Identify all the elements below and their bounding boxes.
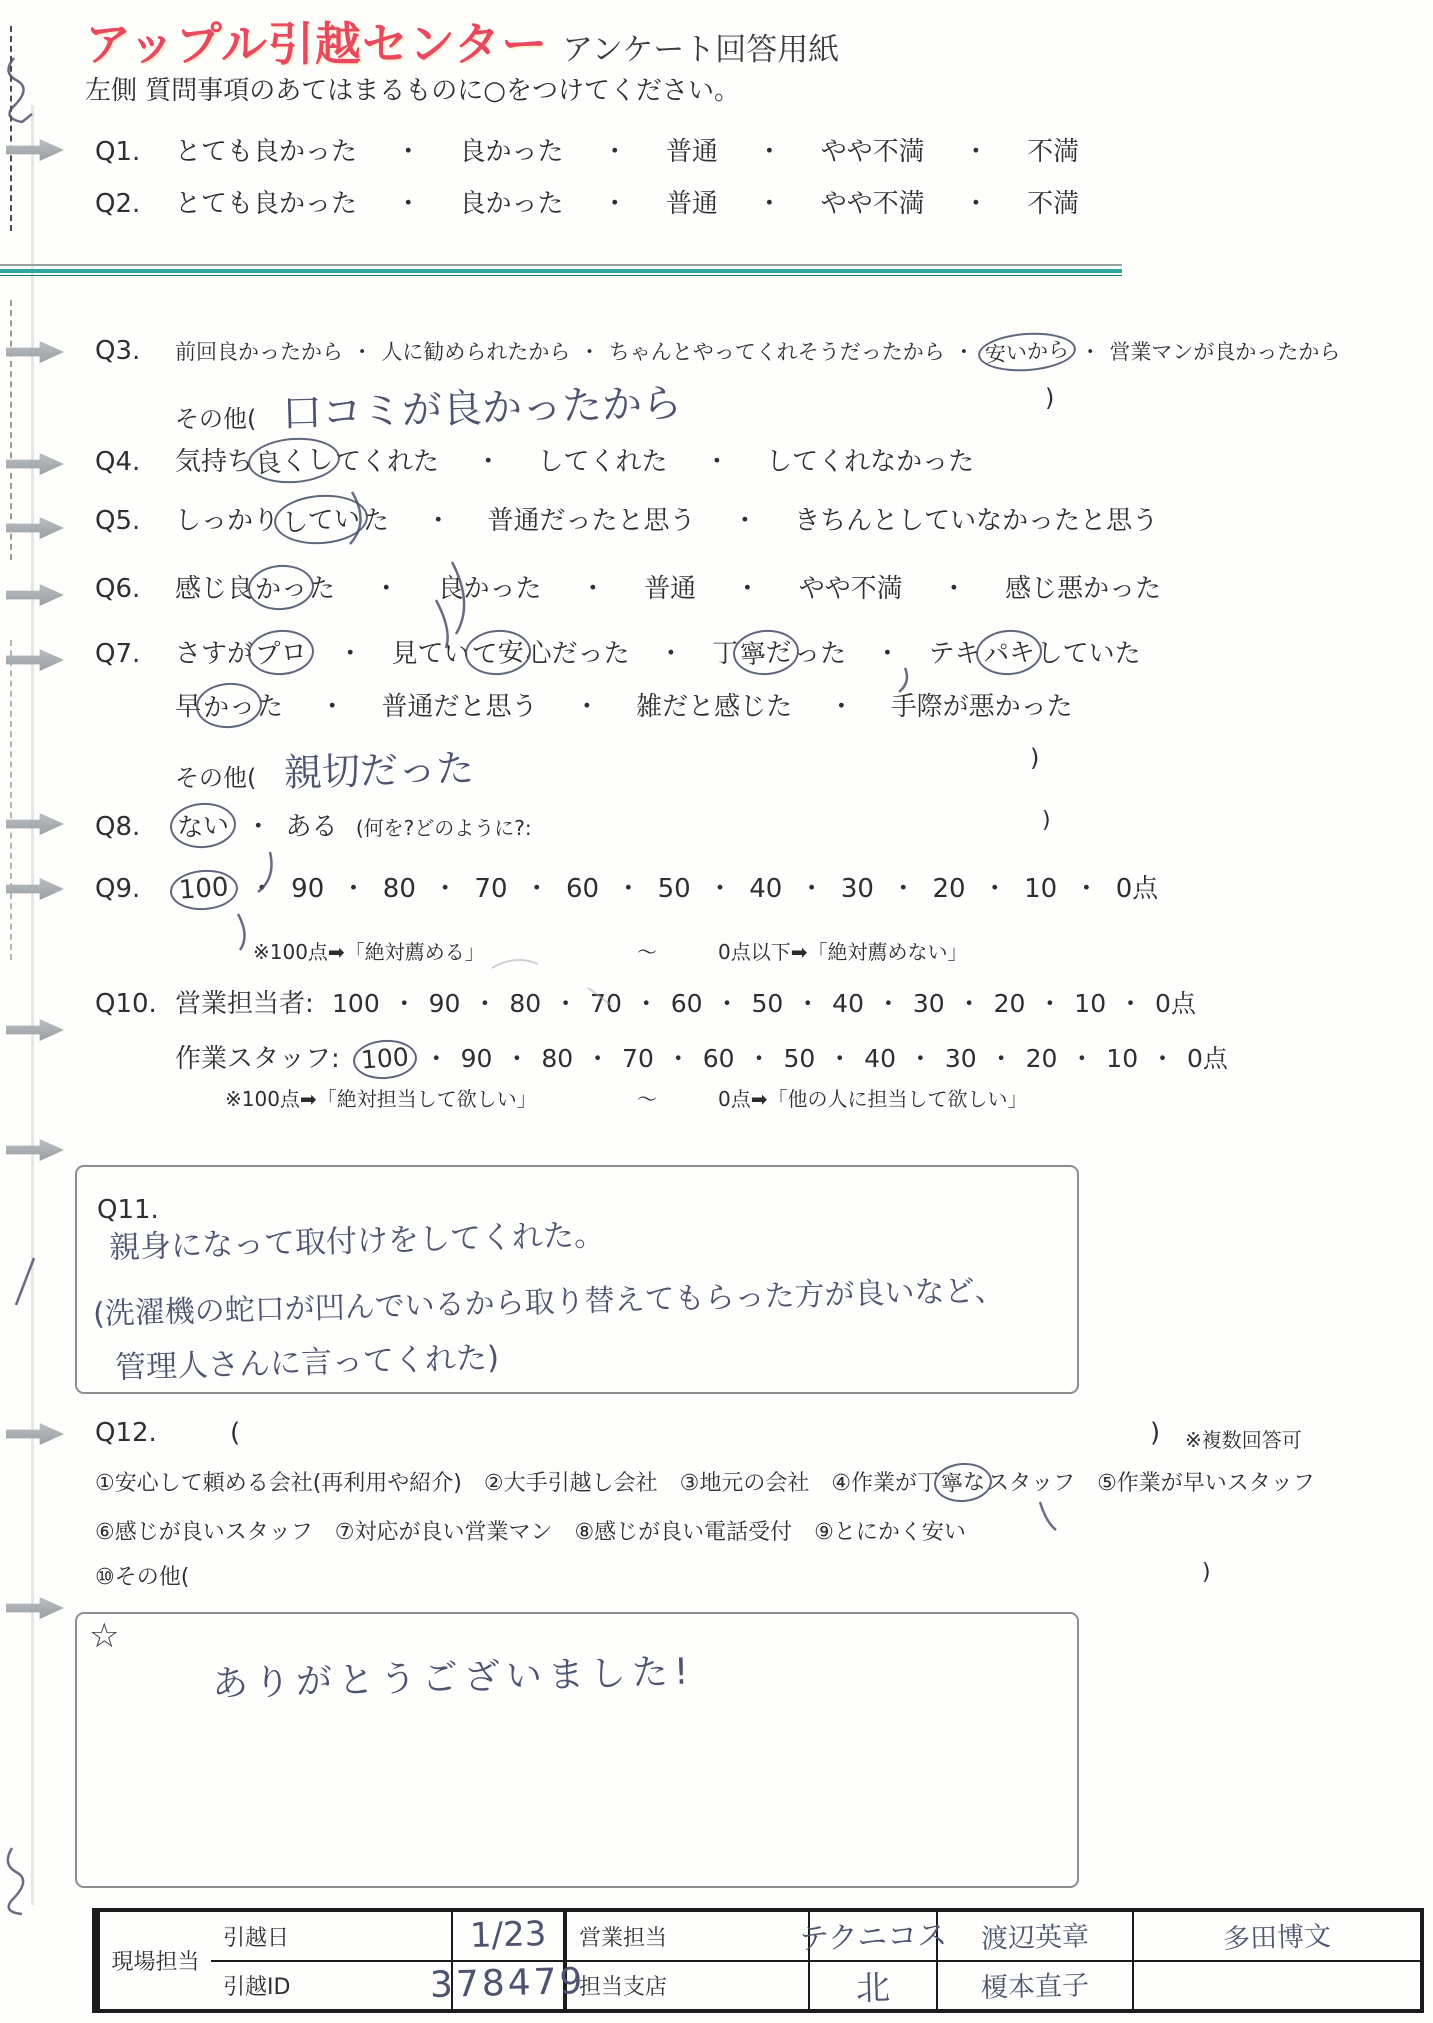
- q3-other-close: ): [1045, 384, 1055, 412]
- q3-handwritten-answer: 口コミが良かったから: [281, 380, 683, 437]
- q2-label: Q2.: [95, 189, 141, 219]
- q3-other-row: [175, 382, 682, 439]
- pencil-stray-mark-1: [492, 960, 538, 968]
- q7-circled-teinei: 寧だ: [732, 628, 801, 677]
- site-staff-2-cell: [1132, 1912, 1420, 1960]
- margin-arrow-icon: [6, 516, 64, 540]
- q7-other-open: その他(: [175, 764, 257, 792]
- branch-value-cell: [808, 1960, 936, 2009]
- sales-handwritten: テクニコス: [798, 1918, 948, 1957]
- question-q10-row2: [175, 1038, 1228, 1076]
- q7-circled-anshin: て安: [463, 628, 532, 677]
- question-q2: [95, 183, 1079, 220]
- q12-label: Q12.: [95, 1418, 157, 1448]
- q10-row2-scale: 100 ・ 90 ・ 80 ・ 70 ・ 60 ・ 50 ・ 40 ・ 30 ・ 20 ・ 10 ・ 0点: [358, 1044, 1228, 1073]
- q8-options: ない ・ ある: [175, 812, 338, 842]
- site-staff-1-handwritten: 渡辺英章: [980, 1920, 1090, 1955]
- scan-edge-line: [31, 105, 34, 1905]
- q9-note-left: ※100点➡「絶対薦める」: [253, 940, 485, 964]
- margin-dashed-line-top: [10, 26, 12, 231]
- q8-label: Q8.: [95, 812, 141, 842]
- margin-arrow-icon: [6, 1596, 64, 1620]
- q6-circled-answer: かっ: [247, 563, 316, 612]
- question-q3: [95, 336, 1340, 368]
- q12-options-line3: ⑩その他(: [95, 1565, 190, 1590]
- site-staff-label-cell: 現場担当: [96, 1912, 211, 2009]
- q7-circled-tekipaki: パキ: [974, 628, 1043, 677]
- q5-circled-answer: してい: [272, 492, 369, 547]
- margin-arrow-icon: [6, 1422, 64, 1446]
- site-staff-1-cell: [936, 1912, 1132, 1960]
- free-comment-handwritten: ありがとうございました!: [211, 1651, 695, 1705]
- question-q12: [95, 1418, 240, 1448]
- q1-label: Q1.: [95, 137, 141, 167]
- q7-other-row: [175, 742, 474, 797]
- divider-line-teal-dark: [0, 275, 1122, 276]
- question-q6: [95, 568, 1161, 607]
- move-id-handwritten: 378479: [429, 1960, 587, 2006]
- margin-dashed-line-mid: [10, 300, 12, 560]
- q11-comment-box: [75, 1165, 1079, 1394]
- q8-detail-prompt: (何を?どのように?:: [355, 816, 532, 840]
- q9-note-right: 0点以下➡「絶対薦めない」: [718, 940, 968, 964]
- q11-handwritten-line1: 親身になって取付けをしてくれた。: [108, 1217, 606, 1266]
- q10-label: Q10.: [95, 989, 157, 1019]
- q10-row1-label: 営業担当者:: [175, 989, 314, 1019]
- q7-other-close: ): [1030, 744, 1040, 772]
- branch-label-cell: 担当支店: [563, 1960, 808, 2009]
- margin-arrow-icon: [6, 452, 64, 476]
- question-q9: [95, 868, 1158, 907]
- margin-arrow-icon: [6, 1138, 64, 1162]
- sales-value-cell: [798, 1912, 948, 1960]
- margin-arrow-icon: [6, 583, 64, 607]
- q11-handwritten-line2: (洗濯機の蛇口が凹んでいるから取り替えてもらった方が良いなど、: [92, 1273, 1005, 1332]
- footer-info-table: [92, 1908, 1424, 2013]
- move-id-value-cell: [429, 1960, 587, 2009]
- q10-note-tilde: ～: [637, 1087, 657, 1111]
- instruction-text: 左側 質問事項のあてはまるものに○をつけてください。: [85, 76, 740, 106]
- divider-line-gray: [0, 264, 1122, 266]
- q12-options-line2: ⑥感じが良いスタッフ ⑦対応が良い営業マン ⑧感じが良い電話受付 ⑨とにかく安い: [95, 1520, 966, 1545]
- q3-other-open: その他(: [175, 405, 257, 433]
- margin-squiggle-bottom: [8, 1848, 23, 1914]
- margin-arrow-icon: [6, 340, 64, 364]
- move-id-label-cell: 引越ID: [211, 1960, 451, 2009]
- question-q7-line1: [95, 633, 1141, 672]
- margin-arrow-icon: [6, 138, 64, 162]
- sales-label-cell: 営業担当: [563, 1912, 808, 1960]
- q9-scale: 100 ・ 90 ・ 80 ・ 70 ・ 60 ・ 50 ・ 40 ・ 30 ・ 20 ・ 10 ・ 0点: [175, 874, 1158, 904]
- q3-label: Q3.: [95, 336, 141, 366]
- margin-arrow-icon: [6, 1018, 64, 1042]
- q7-circled-pro: プロ: [247, 628, 316, 677]
- move-date-value-cell: [451, 1912, 563, 1960]
- q8-circled-answer: ない: [169, 801, 238, 850]
- q3-options: 前回良かったから ・ 人に勧められたから ・ ちゃんとやってくれそうだったから ・ 安いから ・ 営業マンが良かったから: [175, 340, 1340, 364]
- site-staff-3-handwritten: 榎本直子: [980, 1970, 1090, 2004]
- q6-options: 感じ良かった ・ 良かった ・ 普通 ・ やや不満 ・ 感じ悪かった: [175, 574, 1161, 604]
- q12-circle-tail: [1040, 1502, 1056, 1530]
- branch-handwritten: 北: [855, 1968, 891, 2009]
- q8-close-paren: ): [1042, 808, 1051, 833]
- q11-handwritten-line3: 管理人さんに言ってくれた): [114, 1339, 500, 1386]
- free-comment-box: [75, 1612, 1079, 1888]
- margin-arrow-icon: [6, 648, 64, 672]
- q12-circled-answer: 寧な: [933, 1461, 994, 1504]
- q10-note-left: ※100点➡「絶対担当して欲しい」: [225, 1087, 537, 1111]
- q9-circled-score: 100: [169, 868, 239, 913]
- question-q1: [95, 131, 1079, 168]
- q10-row2-label: 作業スタッフ:: [175, 1044, 340, 1074]
- q10-row1-scale: 100 ・ 90 ・ 80 ・ 70 ・ 60 ・ 50 ・ 40 ・ 30 ・ 20 ・ 10 ・ 0点: [332, 989, 1196, 1018]
- q9-note-tilde: ～: [637, 940, 657, 964]
- question-q5: [95, 498, 1158, 541]
- question-q10-row1: [95, 983, 1196, 1020]
- q7-options-line2: 早かった ・ 普通だと思う ・ 雑だと感じた ・ 手際が悪かった: [175, 692, 1073, 722]
- q2-options: とても良かった ・ 良かった ・ 普通 ・ やや不満 ・ 不満: [175, 189, 1080, 219]
- margin-arrow-icon: [6, 877, 64, 901]
- q7-label: Q7.: [95, 639, 141, 669]
- q5-options: しっかりしていた ・ 普通だったと思う ・ きちんとしていなかったと思う: [175, 506, 1158, 536]
- site-staff-3-cell: [936, 1960, 1132, 2009]
- header: [85, 8, 839, 74]
- q7-options-line1: さすがプロ ・ 見ていて安心だった ・ 丁寧だった ・ テキパキしていた: [175, 639, 1141, 669]
- page-title: アンケート回答用紙: [562, 32, 840, 68]
- q11-label: Q11.: [97, 1195, 159, 1225]
- q6-label: Q6.: [95, 574, 141, 604]
- q10-circled-score: 100: [352, 1038, 418, 1081]
- q12-open-paren: (: [230, 1418, 241, 1448]
- divider-line-teal: [0, 269, 1122, 273]
- star-icon: ☆: [89, 1616, 120, 1656]
- q4-circled-answer: 良くし: [247, 435, 342, 486]
- margin-dashed-line-low: [10, 640, 12, 960]
- q4-options: 気持ち良くしてくれた ・ してくれた ・ してくれなかった: [175, 447, 974, 477]
- q1-options: とても良かった ・ 良かった ・ 普通 ・ やや不満 ・ 不満: [175, 137, 1080, 167]
- q7-handwritten-answer: 親切だった: [283, 746, 475, 795]
- margin-arrow-icon: [6, 812, 64, 836]
- brand-logo: アップル引越センター: [85, 17, 549, 71]
- q10-note-right: 0点➡「他の人に担当して欲しい」: [718, 1087, 1028, 1111]
- site-staff-4-cell-empty: [1132, 1960, 1420, 2009]
- question-q8: [95, 806, 532, 845]
- question-q7-line2: [175, 686, 1073, 725]
- q9-circle-tail: [238, 914, 245, 950]
- q12-multi-answer-note: ※複数回答可: [1185, 1428, 1302, 1452]
- move-date-handwritten: 1/23: [469, 1914, 547, 1956]
- q12-close-paren: ): [1150, 1418, 1161, 1448]
- q3-circled-answer: 安いから: [977, 330, 1077, 375]
- q12-line3-close-paren: ): [1202, 1560, 1211, 1585]
- question-q4: [95, 441, 974, 480]
- q12-options-line1: ①安心して頼める会社(再利用や紹介) ②大手引越し会社 ③地元の会社 ④作業が丁寧なスタッフ ⑤作業が早いスタッフ: [95, 1466, 1315, 1499]
- q5-label: Q5.: [95, 506, 141, 536]
- site-staff-2-handwritten: 多田博文: [1222, 1920, 1332, 1955]
- q7-circled-hayakatta: かっ: [195, 681, 264, 730]
- q4-label: Q4.: [95, 447, 141, 477]
- q9-label: Q9.: [95, 874, 141, 904]
- move-date-label-cell: 引越日: [223, 1925, 290, 1951]
